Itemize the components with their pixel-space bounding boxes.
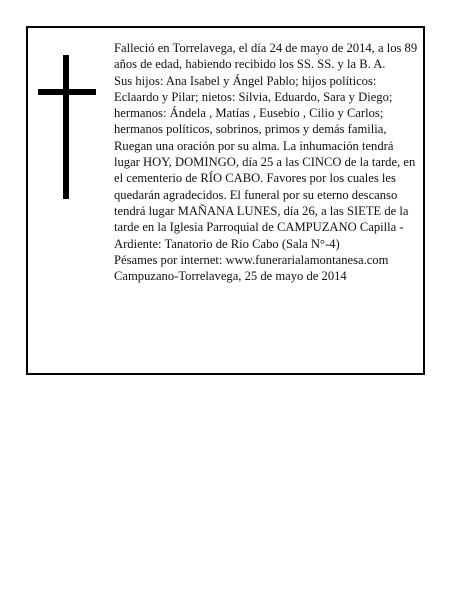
family-and-services: Sus hijos: Ana Isabel y Ángel Pablo; hijos políticos: Eclaardo y Pilar; nietos: Silvia, Eduardo, Sara y Diego; hermanos: Ándela , Matías , Eusebio , Cilio y Carlos; hermanos políticos, sobrinos, primos y demás familia, Ruegan una oración por su alma. La inhumación tendrá lugar HOY, DOMINGO, día 25 a las CINCO de la tarde, en el cementerio de RÍO CABO. Favores por los cuales les quedarán agradecidos. El funeral por su eterno descanso tendrá lugar MAÑANA LUNES, día 26, a las SIETE de la tarde en la Iglesia Parroquial de CAMPUZANO Capilla -Ardiente: Tanatorio de Rio Cabo (Sala N°-4)	[114, 73, 416, 251]
condolences-website: Pésames por internet: www.funerarialamontanesa.com	[114, 252, 389, 267]
obituary-notice	[26, 26, 425, 375]
latin-cross-icon	[38, 55, 96, 199]
cross-horizontal-bar	[38, 89, 96, 95]
place-and-date: Campuzano-Torrelavega, 25 de mayo de 2014	[114, 269, 347, 284]
death-announcement: Falleció en Torrelavega, el día 24 de mayo de 2014, a los 89 años de edad, habiendo recibido los SS. SS. y la B. A.	[114, 41, 418, 72]
obituary-text	[114, 40, 418, 284]
cross-vertical-bar	[63, 55, 69, 199]
